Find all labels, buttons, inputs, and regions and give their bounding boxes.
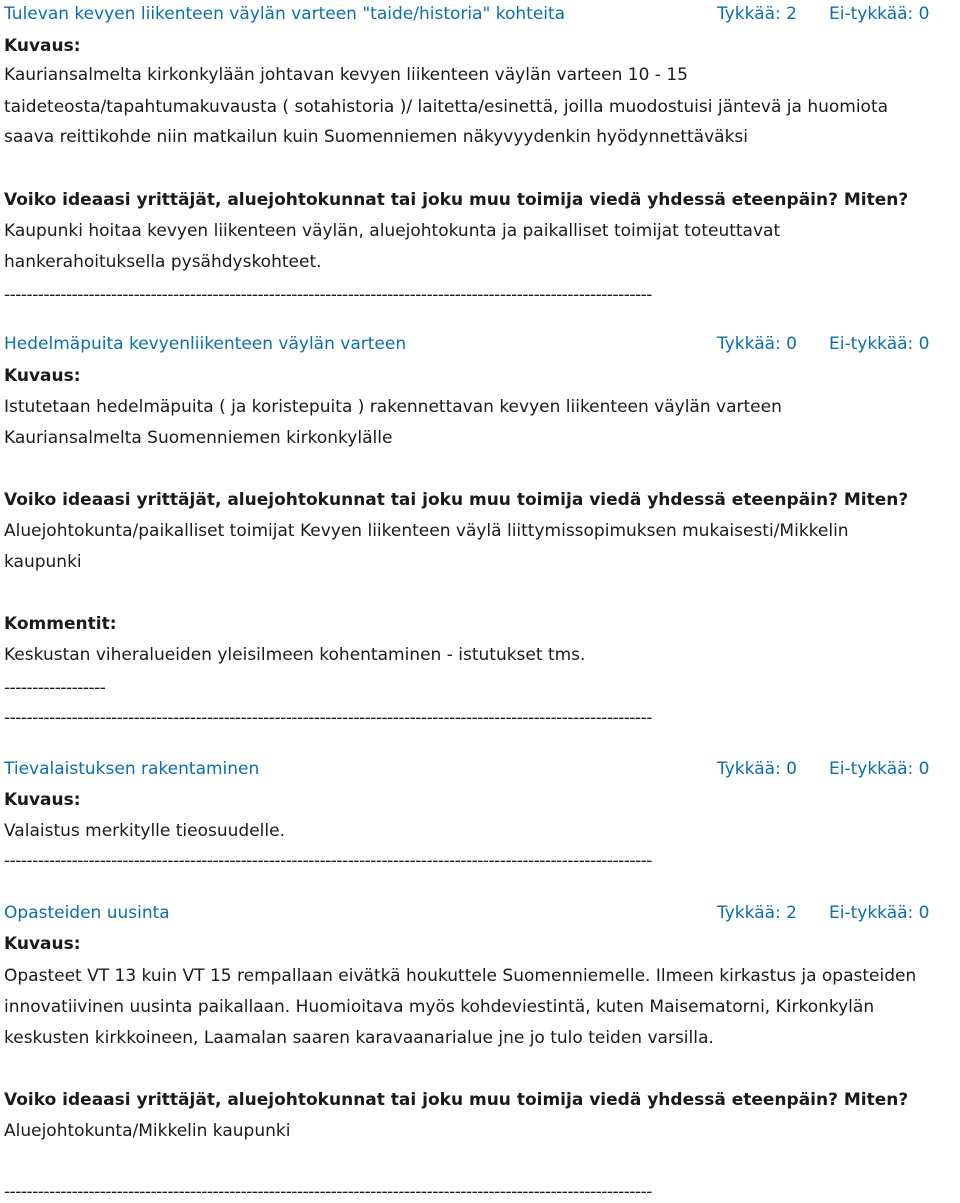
answer-line: Aluejohtokunta/Mikkelin kaupunki	[4, 1121, 291, 1141]
dislikes-count: Ei-tykkää: 0	[829, 759, 930, 779]
description-line: Valaistus merkitylle tieosuudelle.	[4, 821, 285, 841]
likes-count: Tykkää: 2	[717, 903, 797, 923]
likes-count: Tykkää: 0	[717, 334, 797, 354]
question-label: Voiko ideaasi yrittäjät, aluejohtokunnat tai joku muu toimija viedä yhdessä eteenpäin? Miten?	[4, 190, 909, 210]
comments-label: Kommentit:	[4, 614, 117, 634]
separator: -------------------------------------------------------------------------------------------------------------------	[4, 708, 652, 728]
dislikes-count: Ei-tykkää: 0	[829, 334, 930, 354]
description-label: Kuvaus:	[4, 934, 81, 954]
answer-line: hankerahoituksella pysähdyskohteet.	[4, 252, 322, 272]
answer-line: kaupunki	[4, 552, 82, 572]
dislikes-count: Ei-tykkää: 0	[829, 4, 930, 24]
likes-count: Tykkää: 2	[717, 4, 797, 24]
description-label: Kuvaus:	[4, 366, 81, 386]
description-line: keskusten kirkkoineen, Laamalan saaren karavaanarialue jne jo tulo teiden varsilla.	[4, 1028, 714, 1048]
description-line: Kauriansalmelta kirkonkylään johtavan kevyen liikenteen väylän varteen 10 - 15	[4, 65, 688, 85]
answer-line: Aluejohtokunta/paikalliset toimijat Kevyen liikenteen väylä liittymissopimuksen mukaisesti/Mikkelin	[4, 521, 849, 541]
comment-separator: ------------------	[4, 678, 106, 698]
answer-line: Kaupunki hoitaa kevyen liikenteen väylän, aluejohtokunta ja paikalliset toimijat toteuttavat	[4, 221, 781, 241]
question-label: Voiko ideaasi yrittäjät, aluejohtokunnat tai joku muu toimija viedä yhdessä eteenpäin? Miten?	[4, 490, 909, 510]
description-label: Kuvaus:	[4, 36, 81, 56]
description-line: innovatiivinen uusinta paikallaan. Huomioitava myös kohdeviestintä, kuten Maisematorni, Kirkonkylän	[4, 997, 875, 1017]
separator: -------------------------------------------------------------------------------------------------------------------	[4, 1182, 652, 1202]
separator: -------------------------------------------------------------------------------------------------------------------	[4, 285, 652, 305]
idea-title: Tievalaistuksen rakentaminen	[4, 759, 260, 779]
description-line: taideteosta/tapahtumakuvausta ( sotahistoria )/ laitetta/esinettä, joilla muodostuisi jäntevä ja huomiota	[4, 97, 889, 117]
idea-title: Hedelmäpuita kevyenliikenteen väylän varteen	[4, 334, 407, 354]
description-line: Istutetaan hedelmäpuita ( ja koristepuita ) rakennettavan kevyen liikenteen väylän varteen	[4, 397, 782, 417]
description-line: saava reittikohde niin matkailun kuin Suomenniemen näkyvyydenkin hyödynnettäväksi	[4, 127, 748, 147]
idea-title: Opasteiden uusinta	[4, 903, 170, 923]
description-line: Kauriansalmelta Suomenniemen kirkonkylälle	[4, 428, 393, 448]
description-line: Opasteet VT 13 kuin VT 15 rempallaan eivätkä houkuttele Suomenniemelle. Ilmeen kirkastus ja opasteiden	[4, 966, 917, 986]
dislikes-count: Ei-tykkää: 0	[829, 903, 930, 923]
separator: -------------------------------------------------------------------------------------------------------------------	[4, 851, 652, 871]
idea-title: Tulevan kevyen liikenteen väylän varteen "taide/historia" kohteita	[4, 4, 566, 24]
question-label: Voiko ideaasi yrittäjät, aluejohtokunnat tai joku muu toimija viedä yhdessä eteenpäin? Miten?	[4, 1090, 909, 1110]
likes-count: Tykkää: 0	[717, 759, 797, 779]
comment-text: Keskustan viheralueiden yleisilmeen kohentaminen - istutukset tms.	[4, 645, 586, 665]
description-label: Kuvaus:	[4, 790, 81, 810]
